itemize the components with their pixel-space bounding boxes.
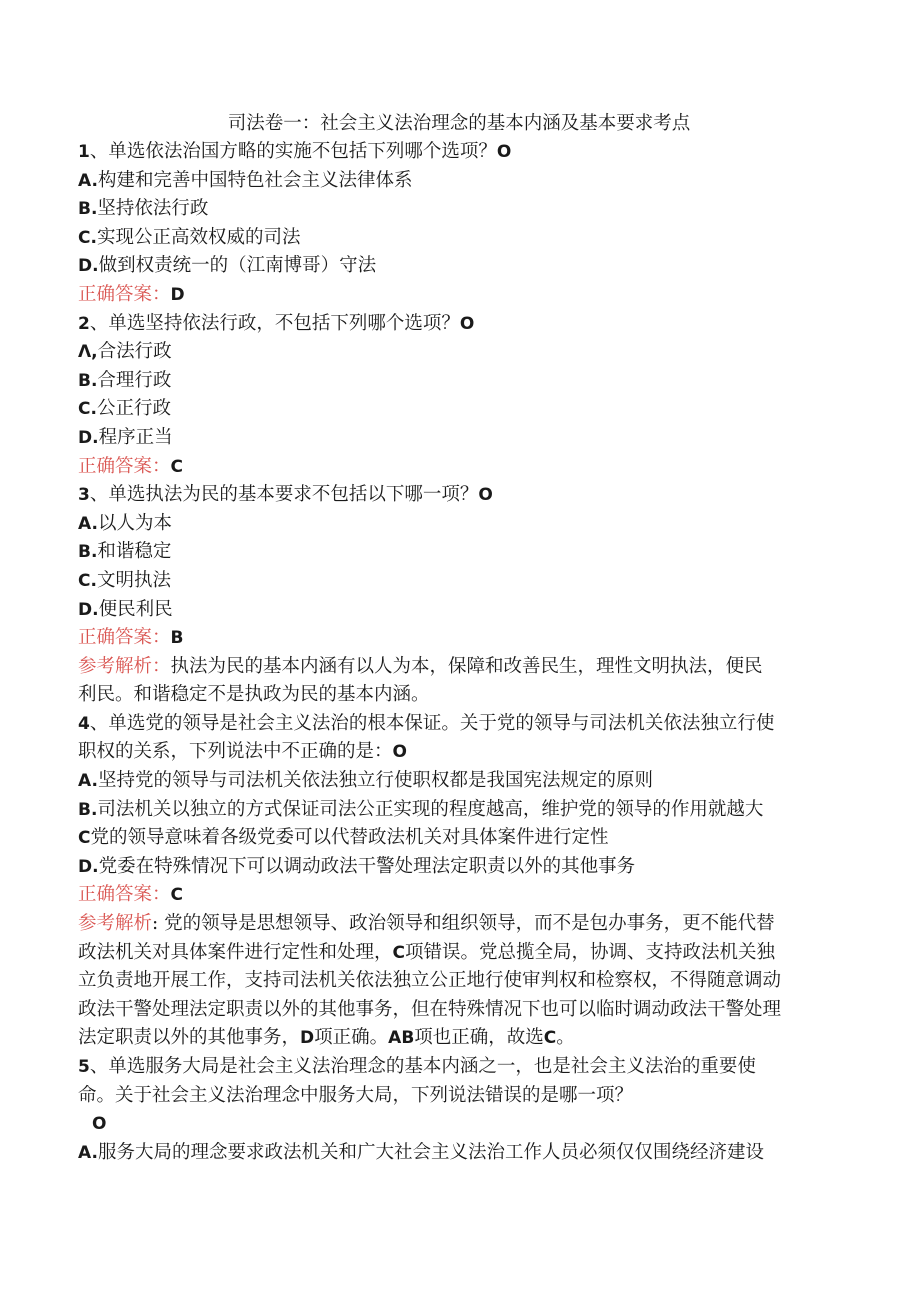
question-mark: O	[459, 313, 475, 334]
option-letter: A.	[78, 1142, 98, 1163]
document-page	[78, 110, 840, 1167]
question-number: 5	[78, 1057, 90, 1077]
option-text: 做到权责统一的（江南博哥）守法	[98, 255, 377, 277]
option-text: 合法行政	[97, 341, 172, 363]
question-stem	[78, 481, 840, 510]
analysis-line	[78, 653, 840, 682]
question-stem	[78, 1053, 840, 1082]
question-stem-cont	[78, 738, 840, 767]
option-letter: A.	[78, 170, 98, 191]
analysis-line	[78, 996, 840, 1025]
question-text: 命。关于社会主义法治理念中服务大局，下列说法错误的是哪一项？	[78, 1084, 634, 1106]
option-text: 便民利民	[98, 598, 173, 620]
answer-line	[78, 281, 840, 310]
analysis-option-ref: AB	[388, 1028, 415, 1049]
option-text: 司法机关以独立的方式保证司法公正实现的程度越高，维护党的领导的作用就越大	[97, 798, 764, 820]
option-c	[78, 224, 840, 253]
answer-line	[78, 453, 840, 482]
analysis-line	[78, 1024, 840, 1053]
option-b	[78, 796, 840, 825]
document-title: 司法卷一：社会主义法治理念的基本内涵及基本要求考点	[227, 113, 691, 134]
option-text: 以人为本	[97, 512, 172, 534]
analysis-label: 参考解析：	[78, 655, 171, 677]
question-text: 、单选党的领导是社会主义法治的根本保证。关于党的领导与司法机关依法独立行使	[89, 712, 775, 734]
option-text: 构建和完善中国特色社会主义法律体系	[97, 169, 413, 191]
option-a	[78, 510, 840, 539]
option-d	[78, 853, 840, 882]
option-letter: D.	[78, 256, 99, 277]
question-number: 4	[78, 713, 90, 734]
question-3	[78, 481, 840, 710]
analysis-option-ref: C	[543, 1028, 557, 1049]
analysis-label: 参考解析	[78, 913, 153, 935]
question-4	[78, 710, 840, 1053]
option-d	[78, 596, 840, 625]
question-mark: O	[478, 485, 493, 506]
question-text: 、单选坚持依法行政，不包括下列哪个选项？	[89, 312, 460, 334]
analysis-text: : 党的领导是思想领导、政治领导和组织领导，而不是包办事务，更不能代替	[152, 913, 775, 935]
question-mark: O	[392, 742, 407, 763]
option-a	[78, 338, 840, 367]
option-text: 服务大局的理念要求政法机关和广大社会主义法治工作人员必须仅仅围绕经济建设	[97, 1141, 764, 1163]
option-d	[78, 424, 840, 453]
analysis-text: 政法干警处理法定职责以外的其他事务，但在特殊情况下也可以临时调动政法干警处理	[78, 998, 782, 1020]
question-mark: O	[92, 1114, 107, 1135]
option-a	[78, 767, 840, 796]
option-b	[78, 538, 840, 567]
option-c	[78, 395, 840, 424]
option-text: 党委在特殊情况下可以调动政法干警处理法定职责以外的其他事务	[98, 855, 636, 877]
question-number: 2	[78, 313, 90, 334]
option-text: 程序正当	[98, 426, 173, 448]
option-a	[78, 1139, 840, 1168]
question-number: 1	[78, 142, 90, 162]
option-letter: C.	[78, 227, 97, 248]
answer-value: C	[170, 885, 183, 906]
question-text: 、单选执法为民的基本要求不包括以下哪一项？	[89, 484, 479, 506]
question-number: 3	[78, 485, 90, 506]
analysis-option-ref: C	[392, 942, 405, 963]
answer-label: 正确答案：	[78, 627, 171, 649]
option-letter: B.	[78, 542, 98, 563]
analysis-text: 利民。和谐稳定不是执政为民的基本内涵。	[78, 684, 430, 706]
option-d	[78, 252, 840, 281]
option-letter: C	[78, 828, 91, 849]
answer-value: B	[170, 628, 184, 649]
option-letter: D.	[78, 856, 99, 877]
option-b	[78, 367, 840, 396]
option-letter: B.	[78, 199, 98, 220]
option-text: 公正行政	[96, 398, 171, 420]
option-text: 党的领导意味着各级党委可以代替政法机关对具体案件进行定性	[90, 827, 609, 849]
answer-label: 正确答案：	[78, 455, 171, 477]
option-text: 合理行政	[97, 369, 172, 391]
option-text: 文明执法	[96, 569, 171, 591]
option-text: 坚持党的领导与司法机关依法独立行使职权都是我国宪法规定的原则	[97, 770, 653, 792]
answer-label: 正确答案：	[78, 283, 171, 305]
question-stem	[78, 310, 840, 339]
question-5	[78, 1053, 840, 1167]
option-letter: B.	[78, 799, 98, 820]
question-1	[78, 138, 840, 310]
option-letter: D.	[78, 427, 99, 448]
option-text: 和谐稳定	[97, 541, 172, 563]
question-text: 职权的关系，下列说法中不正确的是：	[78, 741, 393, 763]
question-mark: O	[496, 142, 512, 162]
answer-value: D	[170, 284, 185, 305]
analysis-option-ref: D	[300, 1028, 315, 1049]
question-2	[78, 310, 840, 482]
option-b	[78, 195, 840, 224]
option-letter: D.	[78, 599, 99, 620]
option-letter: Λ,	[78, 342, 98, 363]
analysis-text: 项正确。	[314, 1027, 389, 1049]
analysis-text: 法定职责以外的其他事务，	[78, 1027, 301, 1049]
answer-line	[78, 624, 840, 653]
question-stem	[78, 710, 840, 739]
question-stem	[78, 138, 840, 167]
question-stem-cont	[78, 1082, 840, 1111]
analysis-line	[78, 681, 840, 710]
answer-line	[78, 881, 840, 910]
question-text: 、单选服务大局是社会主义法治理念的基本内涵之一，也是社会主义法治的重要使	[89, 1056, 756, 1077]
question-text: 、单选依法治国方略的实施不包括下列哪个选项？	[89, 141, 497, 162]
analysis-text: 政法机关对具体案件进行定性和处理，	[78, 941, 393, 963]
option-c	[78, 824, 840, 853]
analysis-line	[78, 967, 840, 996]
option-text: 坚持依法行政	[97, 198, 209, 220]
answer-value: C	[170, 456, 183, 477]
option-letter: B.	[78, 370, 98, 391]
analysis-text: 执法为民的基本内涵有以人为本，保障和改善民生，理性文明执法，便民	[170, 655, 763, 677]
option-letter: A.	[78, 771, 98, 792]
analysis-line	[78, 939, 840, 968]
option-letter: C.	[78, 399, 97, 420]
option-c	[78, 567, 840, 596]
analysis-text: 。	[556, 1027, 575, 1049]
option-letter: C.	[78, 570, 97, 591]
option-a	[78, 167, 840, 196]
question-mark-line	[78, 1110, 840, 1139]
answer-label: 正确答案：	[78, 884, 171, 906]
analysis-text: 项也正确，故选	[414, 1027, 544, 1049]
option-letter: A.	[78, 513, 98, 534]
option-text: 实现公正高效权威的司法	[96, 226, 301, 248]
analysis-text: 项错误。党总揽全局，协调、支持政法机关独	[405, 941, 776, 963]
analysis-text: 立负责地开展工作，支持司法机关依法独立公正地行使审判权和检察权，不得随意调动	[78, 970, 782, 992]
analysis-line	[78, 910, 840, 939]
